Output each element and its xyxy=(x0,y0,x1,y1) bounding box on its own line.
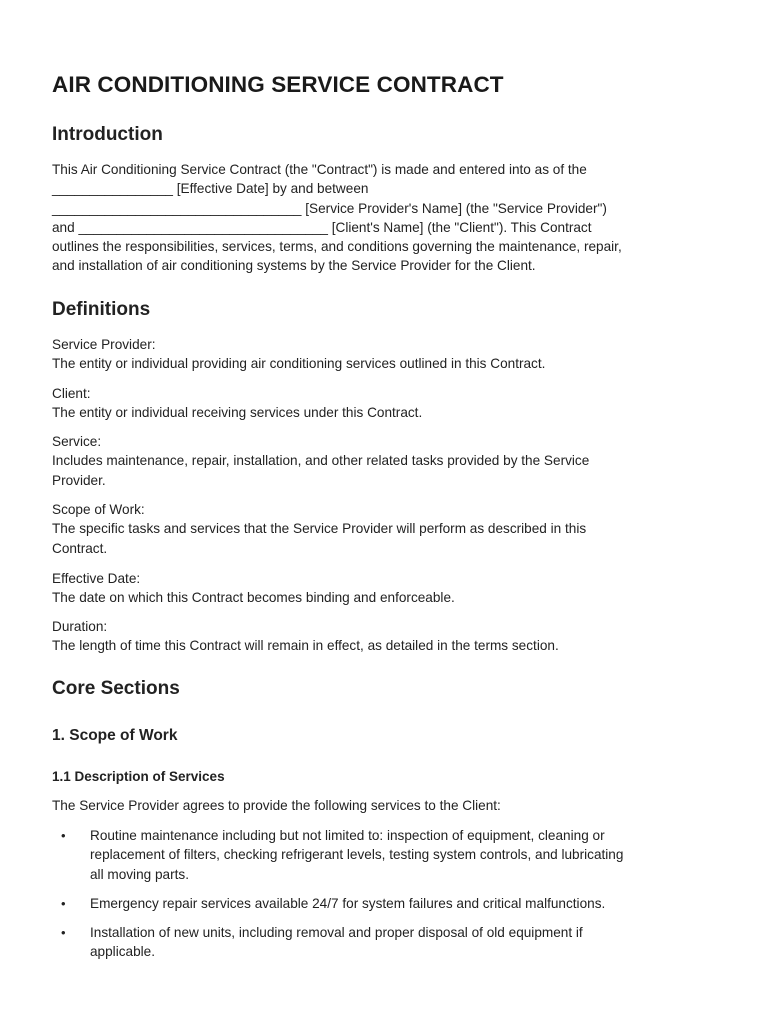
definition-text: Includes maintenance, repair, installation, and other related tasks provided by the Service xyxy=(52,453,590,469)
intro-line: and installation of air conditioning systems by the Service Provider for the Client. xyxy=(52,258,536,274)
bullet-icon: • xyxy=(61,895,66,911)
definition-term: Service: xyxy=(52,434,102,449)
intro-line: and _________________________________ [Client's Name] (the "Client"). This Contract xyxy=(52,219,592,235)
definition-text: The entity or individual providing air conditioning services outlined in this Contract. xyxy=(52,356,546,372)
list-item-line: Emergency repair services available 24/7 for system failures and critical malfunctions. xyxy=(90,895,606,911)
list-item xyxy=(52,923,718,962)
services-intro: The Service Provider agrees to provide the following services to the Client: xyxy=(52,798,501,813)
core-sections-heading: Core Sections xyxy=(52,678,180,699)
definition-item xyxy=(52,569,718,608)
bullet-icon: • xyxy=(61,828,66,843)
definition-term: Scope of Work: xyxy=(52,502,145,517)
definition-text: Contract. xyxy=(52,540,108,556)
intro-line: _________________________________ [Service Provider's Name] (the "Service Provider") xyxy=(52,200,607,216)
definition-text: The entity or individual receiving services under this Contract. xyxy=(52,405,423,421)
definition-item xyxy=(52,432,718,490)
definitions-heading: Definitions xyxy=(52,299,151,320)
definition-item xyxy=(52,500,718,558)
intro-line: outlines the responsibilities, services, terms, and conditions governing the maintenance, repair, xyxy=(52,239,622,255)
list-item xyxy=(52,894,718,913)
definition-term: Service Provider: xyxy=(52,337,156,352)
introduction-heading: Introduction xyxy=(52,124,163,145)
definition-text: The specific tasks and services that the Service Provider will perform as described in this xyxy=(52,521,587,537)
list-item-line: replacement of filters, checking refrigerant levels, testing system controls, and lubricating xyxy=(90,847,624,863)
document-title: AIR CONDITIONING SERVICE CONTRACT xyxy=(52,72,504,97)
list-item-line: all moving parts. xyxy=(90,866,189,882)
bullet-icon: • xyxy=(61,925,66,941)
description-of-services-heading: 1.1 Description of Services xyxy=(52,769,225,784)
scope-of-work-heading: 1. Scope of Work xyxy=(52,727,178,744)
list-item xyxy=(52,826,718,884)
definition-term: Client: xyxy=(52,386,91,401)
intro-line: This Air Conditioning Service Contract (the "Contract") is made and entered into as of the xyxy=(52,162,587,177)
introduction-paragraph xyxy=(52,160,718,276)
services-list xyxy=(52,826,718,972)
definition-term: Effective Date: xyxy=(52,571,141,586)
list-item-line: Installation of new units, including removal and proper disposal of old equipment if xyxy=(90,925,583,941)
list-item-line: applicable. xyxy=(90,944,155,960)
definition-text: Provider. xyxy=(52,472,106,488)
definition-text: The date on which this Contract becomes binding and enforceable. xyxy=(52,590,455,606)
definition-text: The length of time this Contract will remain in effect, as detailed in the terms section. xyxy=(52,638,559,654)
intro-line: ________________ [Effective Date] by and between xyxy=(52,181,369,197)
list-item-line: Routine maintenance including but not limited to: inspection of equipment, cleaning or xyxy=(90,828,605,843)
definition-term: Duration: xyxy=(52,619,108,634)
definition-item xyxy=(52,384,718,423)
definition-item xyxy=(52,617,718,656)
definition-item xyxy=(52,335,718,374)
